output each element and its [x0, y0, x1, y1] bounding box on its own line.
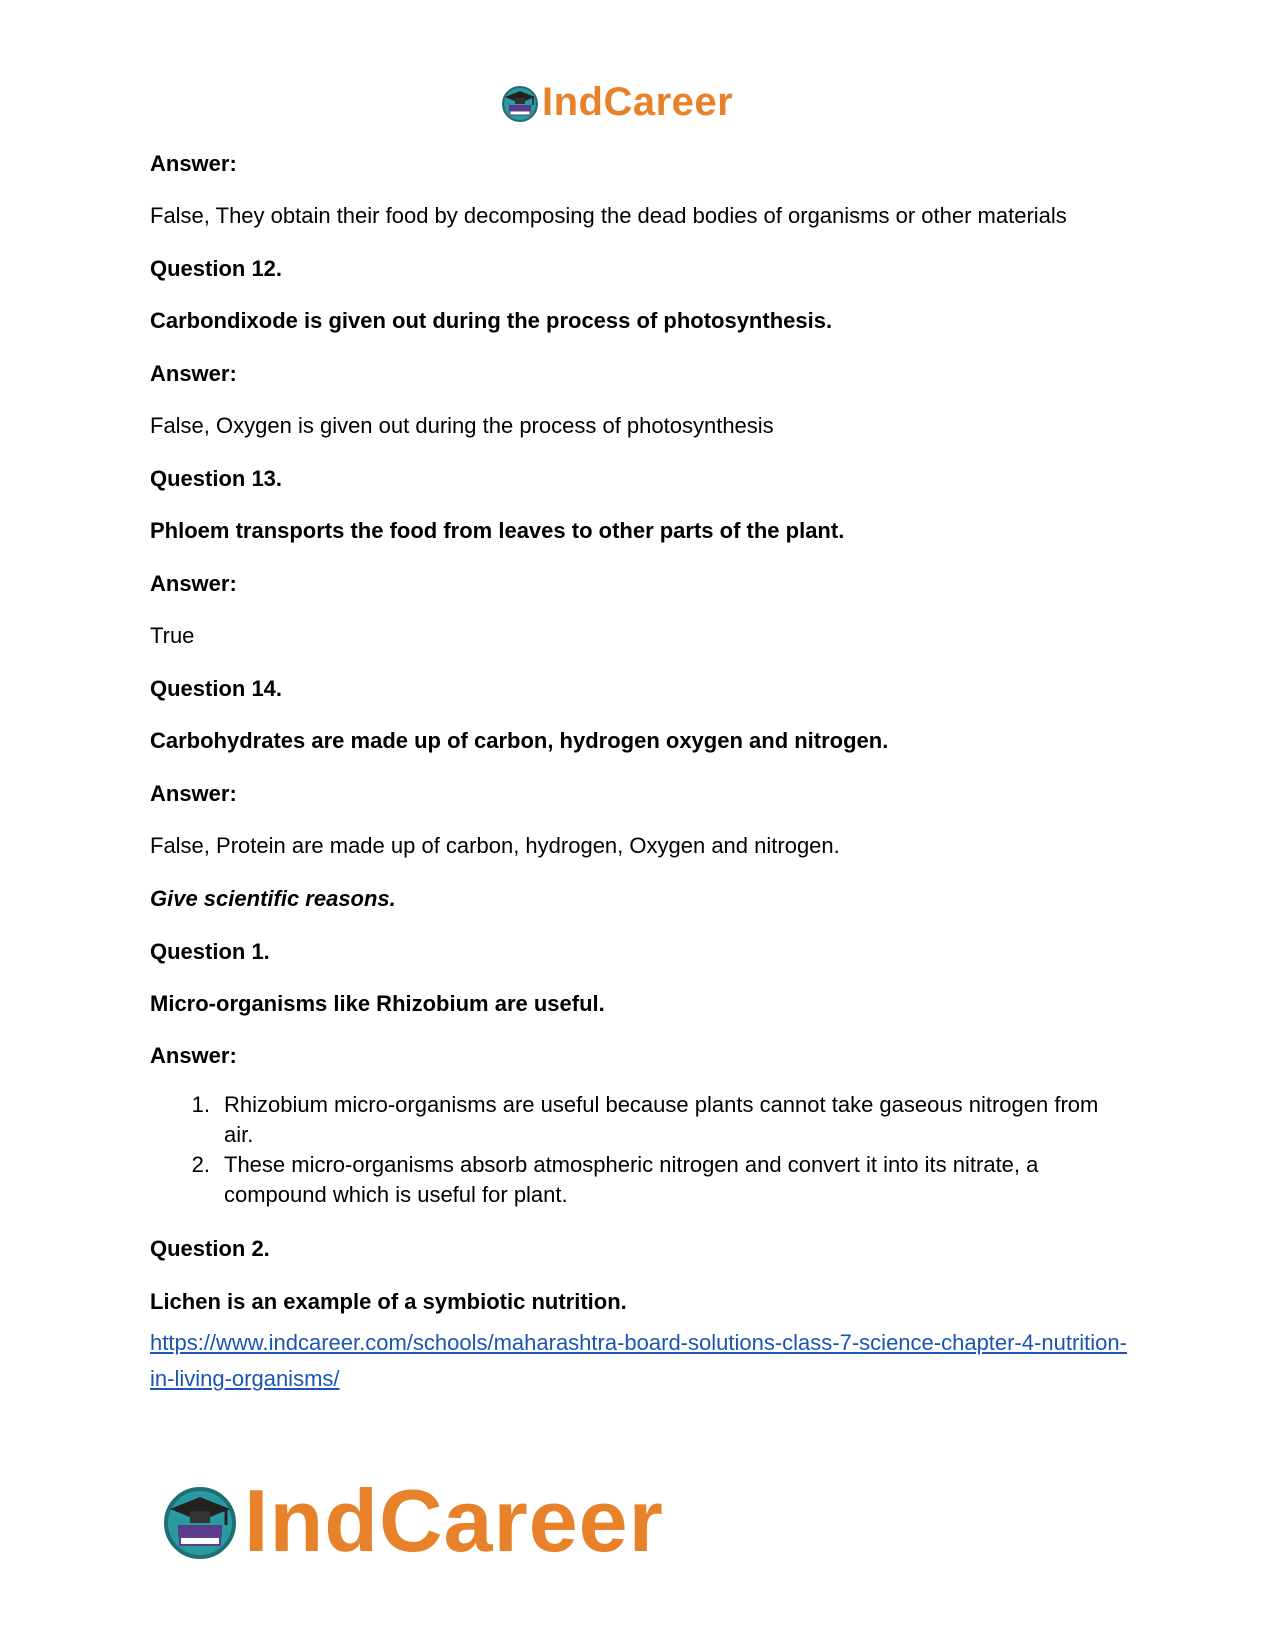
answer-label: Answer:	[150, 1043, 237, 1068]
question-text: Phloem transports the food from leaves to other parts of the plant.	[150, 518, 845, 543]
question-text: Carbohydrates are made up of carbon, hydrogen oxygen and nitrogen.	[150, 728, 889, 753]
answer-label: Answer:	[150, 781, 237, 806]
graduation-cap-book-globe-icon	[160, 1481, 240, 1561]
list-number: 2.	[191, 1152, 210, 1177]
answer-label: Answer:	[150, 151, 237, 176]
question-heading: Question 13.	[150, 466, 283, 491]
question-heading: Question 12.	[150, 256, 283, 281]
question-text: Carbondixode is given out during the process of photosynthesis.	[150, 308, 833, 333]
question-text: Micro-organisms like Rhizobium are useful.	[150, 991, 605, 1016]
question-heading: Question 2.	[150, 1236, 270, 1261]
header-logo	[500, 80, 733, 125]
question-heading: Question 14.	[150, 676, 283, 701]
brand-name: IndCareer	[542, 80, 734, 124]
footer-logo	[160, 1470, 664, 1572]
list-number: 1.	[191, 1092, 210, 1117]
answer-label: Answer:	[150, 571, 237, 596]
question-text: Lichen is an example of a symbiotic nutrition.	[150, 1289, 627, 1314]
answer-text: True	[150, 623, 195, 648]
answer-text: False, Protein are made up of carbon, hydrogen, Oxygen and nitrogen.	[150, 833, 840, 858]
graduation-cap-book-globe-icon	[500, 83, 540, 123]
answer-text: False, They obtain their food by decomposing the dead bodies of organisms or other materials	[150, 203, 1067, 228]
answer-list	[150, 1090, 1110, 1210]
brand-name: IndCareer	[244, 1471, 664, 1570]
answer-label: Answer:	[150, 361, 237, 386]
list-item-text: These micro-organisms absorb atmospheric nitrogen and convert it into its nitrate, a compound which is useful for plant.	[224, 1152, 1039, 1207]
list-item-text: Rhizobium micro-organisms are useful because plants cannot take gaseous nitrogen from air.	[224, 1092, 1099, 1147]
question-heading: Question 1.	[150, 939, 270, 964]
source-link[interactable]: https://www.indcareer.com/schools/maharashtra-board-solutions-class-7-science-chapter-4-nutrition-in-living-organisms/	[150, 1330, 1127, 1391]
section-heading: Give scientific reasons.	[150, 886, 396, 911]
list-item	[150, 1090, 1110, 1150]
list-item	[150, 1150, 1110, 1210]
answer-text: False, Oxygen is given out during the process of photosynthesis	[150, 413, 774, 438]
